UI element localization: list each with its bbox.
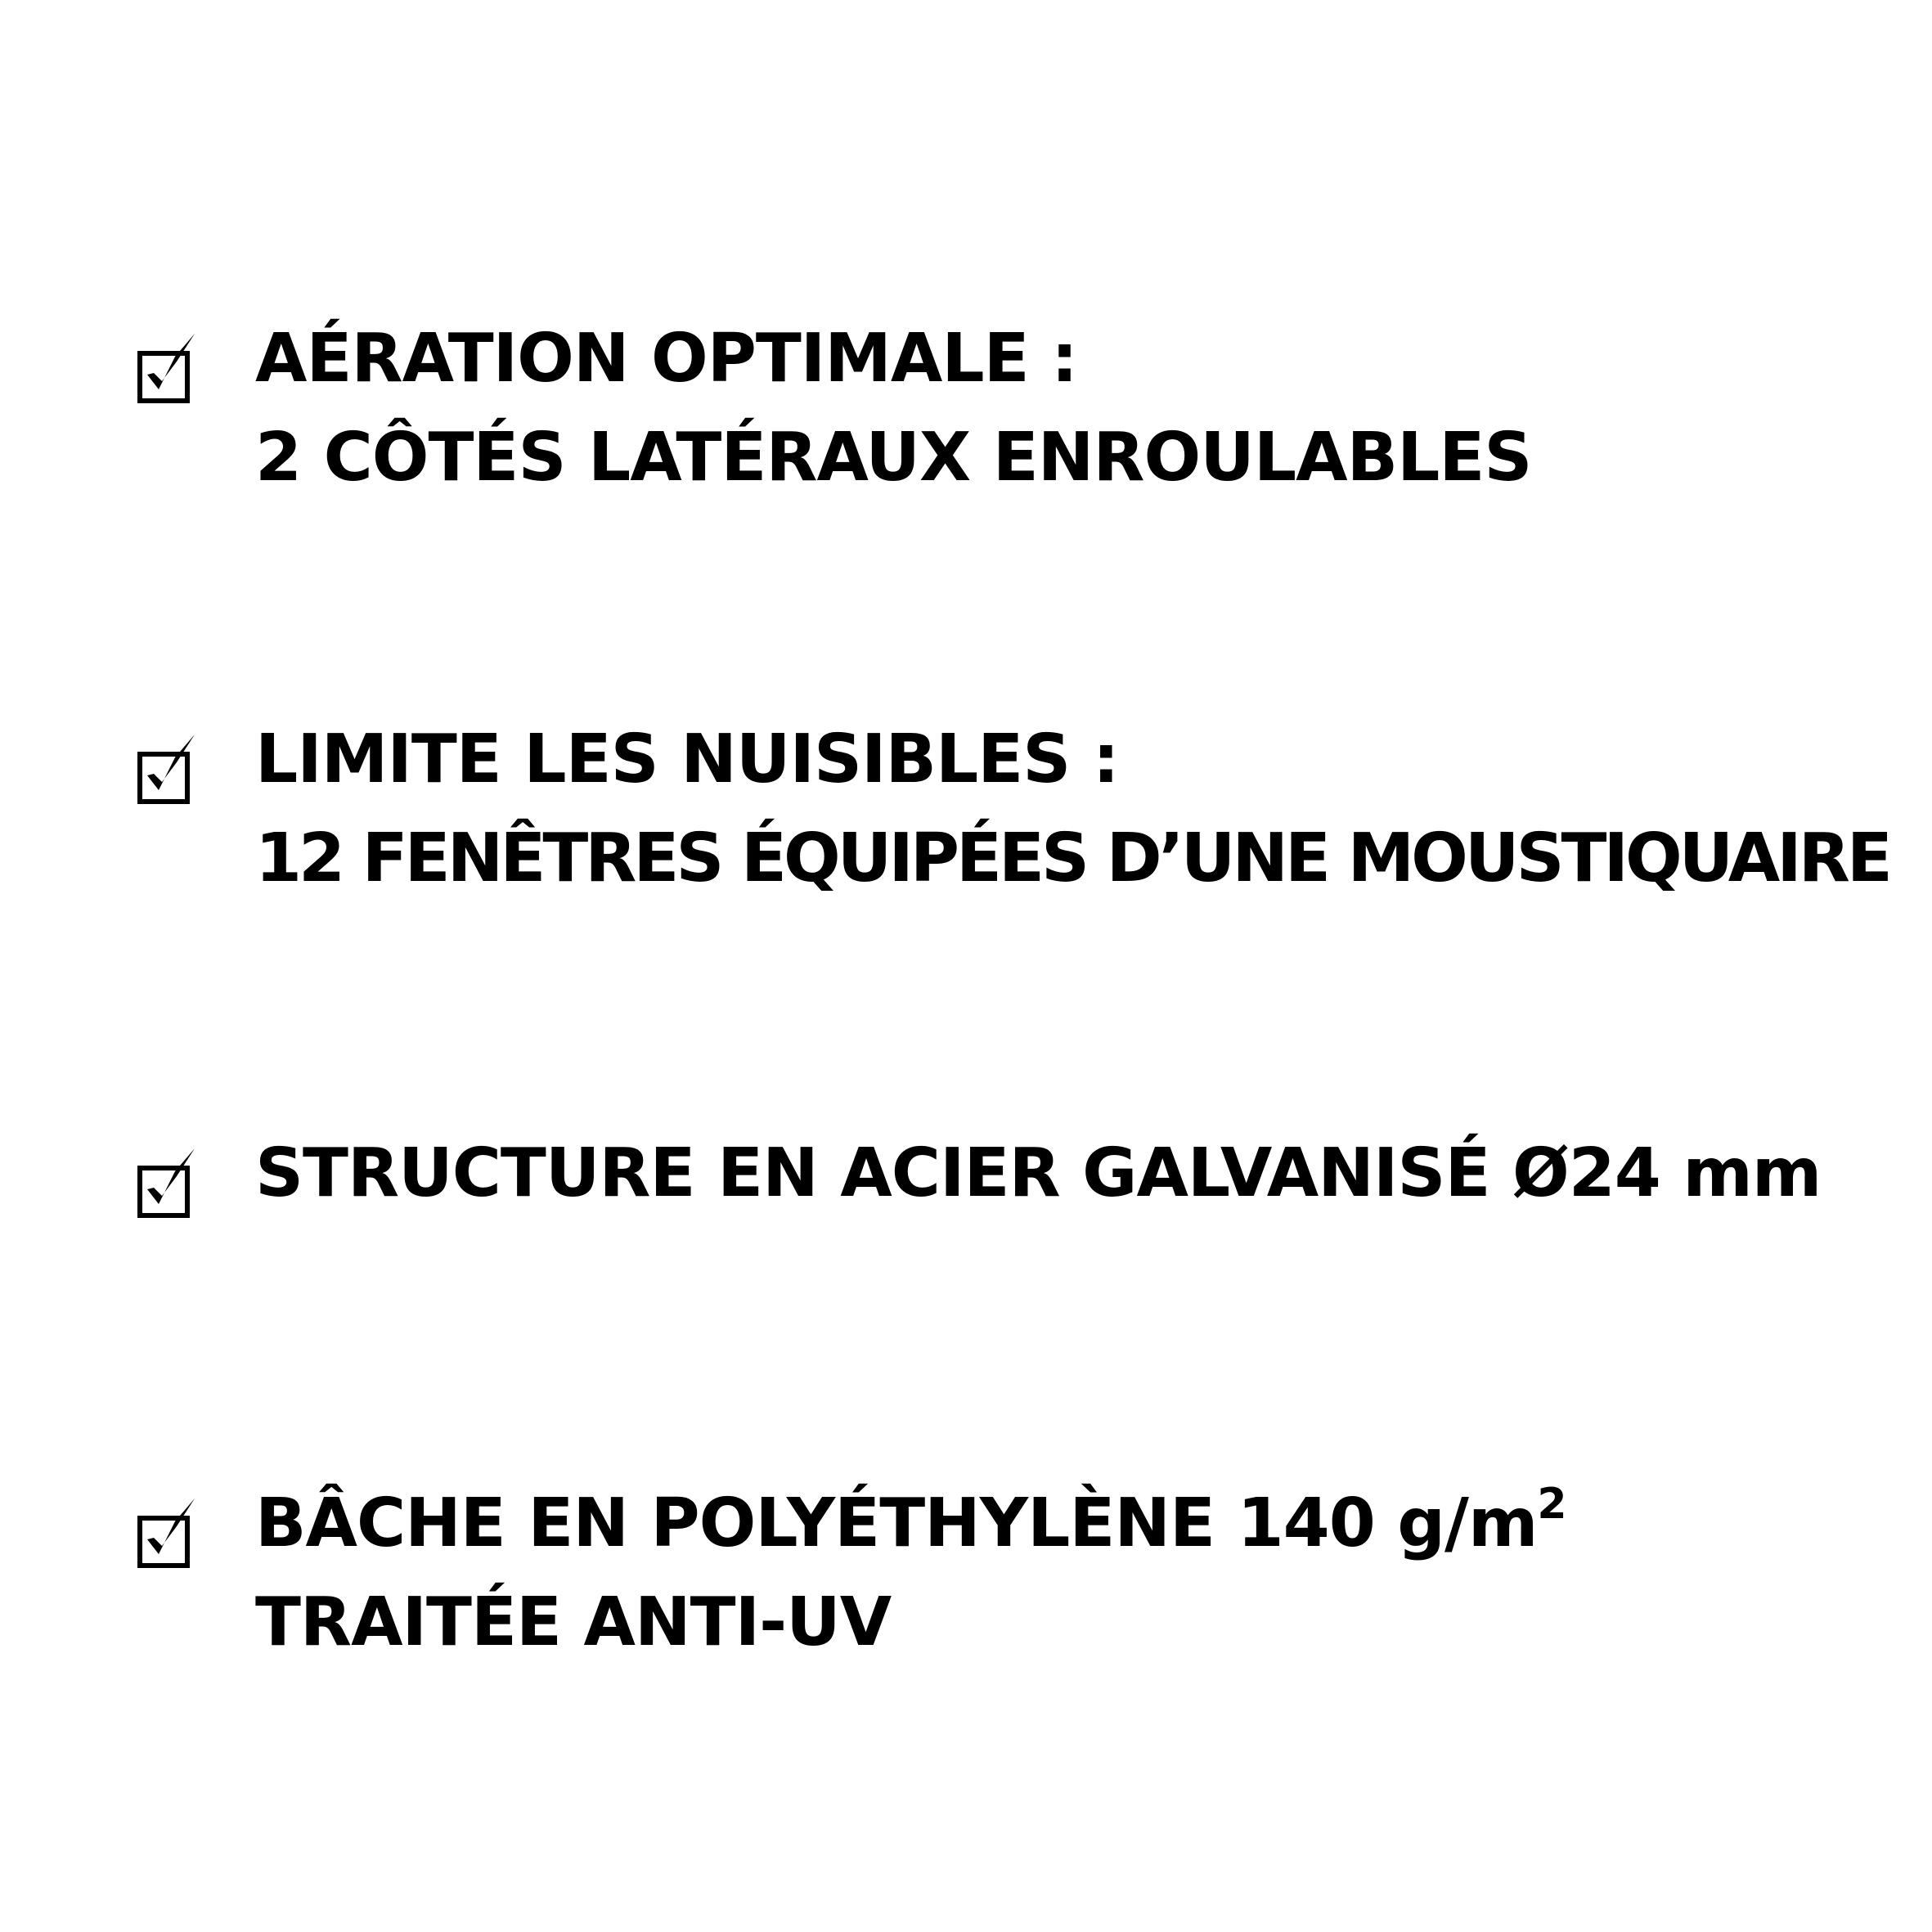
feature-detail: TRAITÉE ANTI-UV	[255, 1584, 892, 1661]
checked-box-icon	[137, 1157, 196, 1215]
checked-box-icon	[137, 1507, 196, 1566]
feature-title: LIMITE LES NUISIBLES :	[255, 721, 1119, 798]
feature-text	[255, 1474, 1907, 1672]
feature-title: AÉRATION OPTIMALE :	[255, 320, 1077, 398]
feature-title: BÂCHE EN POLYÉTHYLÈNE 140 g/m	[255, 1485, 1538, 1562]
feature-text	[255, 309, 1907, 507]
checked-box-icon	[137, 342, 196, 401]
checked-box-icon	[137, 743, 196, 802]
feature-detail: 12 FENÊTRES ÉQUIPÉES D’UNE MOUSTIQUAIRE	[255, 820, 1889, 897]
feature-text	[255, 1124, 1907, 1223]
superscript-unit: 2	[1537, 1480, 1566, 1529]
feature-text	[255, 710, 1907, 908]
feature-title: STRUCTURE EN ACIER GALVANISÉ Ø24 mm	[255, 1134, 1822, 1212]
feature-detail: 2 CÔTÉS LATÉRAUX ENROULABLES	[255, 419, 1532, 496]
feature-title-line	[255, 1474, 1907, 1573]
